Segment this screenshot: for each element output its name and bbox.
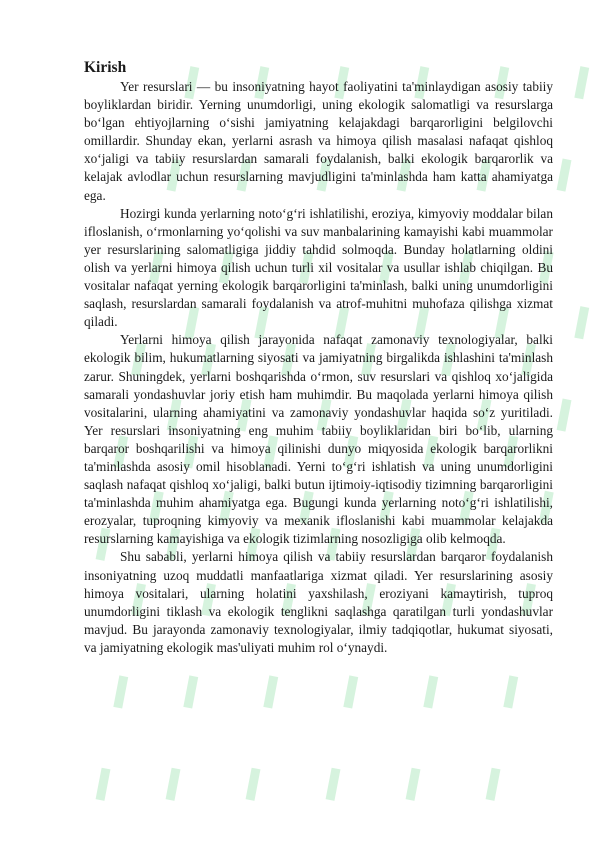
section-heading: Kirish <box>84 59 127 76</box>
paragraph-1: Yer resurslari — bu insoniyatning hayot faoliyatini ta'minlaydigan asosiy tabiiy boyliklardan biridir. Yerning unumdorligi, uning ekologik salomatligi va resurslarga bo‘lgan ehtiyojlarning o‘sishi jamiyatning kelajakdagi barqarorligini belgilovchi omillardir. Shunday ekan, yerlarni asrash va himoya qilish masalasi nafaqat qishloq xo‘jaligi va tabiiy resurslardan samarali foydalanish, balki ekologik barqarorlik va kelajak avlodlar uchun resurslarning mavjudligini ta'minlashda ham katta ahamiyatga ega. <box>84 79 553 203</box>
paragraph-4: Shu sababli, yerlarni himoya qilish va tabiiy resurslardan barqaror foydalanish insoniyatning uzoq muddatli manfaatlariga xizmat qiladi. Yer resurslarining asosiy himoya vositalari, ularning holatini yaxshilash, eroziyani kamaytirish, tuproq unumdorligini tiklash va ekologik tenglikni saqlashga qaratilgan turli yondashuvlar mavjud. Bu jarayonda zamonaviy texnologiyalar, ilmiy tadqiqotlar, hukumat siyosati, va jamiyatning ekologik mas'uliyati muhim rol o‘ynaydi. <box>84 549 553 655</box>
paragraph-2: Hozirgi kunda yerlarning noto‘g‘ri ishlatilishi, eroziya, kimyoviy moddalar bilan ifloslanish, o‘rmonlarning yo‘qolishi va suv manbalarining kamayishi kabi muammolar yer resurslarining salomatligiga jiddiy tahdid solmoqda. Bunday holatlarning oldini olish va yerlarni himoya qilish uchun turli xil vositalar va usullar ishlab chiqilgan. Bu vositalar nafaqat yerning ekologik barqarorligini ta'minlash, balki uning unumdorligini saqlash, resurslardan samarali foydalanish va atrof-muhitni muhofaza qilishga xizmat qiladi. <box>84 205 553 330</box>
paragraph-3: Yerlarni himoya qilish jarayonida nafaqat zamonaviy texnologiyalar, balki ekologik bilim, hukumatlarning siyosati va jamiyatning birgalikda ishlashini ta'minlash zarur. Shuningdek, yerlarni boshqarishda o‘rmon, suv resurslari va qishloq xo‘jaligida samarali yondashuvlar joriy etish ham muhimdir. Bu maqolada yerlarni himoya qilish vositalarini, ularning ahamiyatini va zamonaviy yondashuvlar haqida so‘z yuritiladi. Yer resurslari insoniyatning eng muhim tabiiy boyliklaridan biri bo‘lib, ularning barqaror boshqarilishi va himoya qilinishi dunyo miqyosida ekologik barqarorlikni ta'minlashda asosiy omil hisoblanadi. Yerni to‘g‘ri ishlatish va uning unumdorligini saqlash nafaqat qishloq xo‘jaligi, balki butun ijtimoiy-iqtisodiy tizimning barqarorligini ta'minlashda muhim ahamiyatga ega. Bugungi kunda yerlarning noto‘g‘ri ishlatilishi, erozyalar, tuproqning kimyoviy va mexanik ifloslanishi kabi muammolar kelajakda resurslarning kamayishiga va ekologik tizimlarning nosozligiga olib kelmoqda. <box>84 332 553 547</box>
document-body <box>84 58 553 657</box>
